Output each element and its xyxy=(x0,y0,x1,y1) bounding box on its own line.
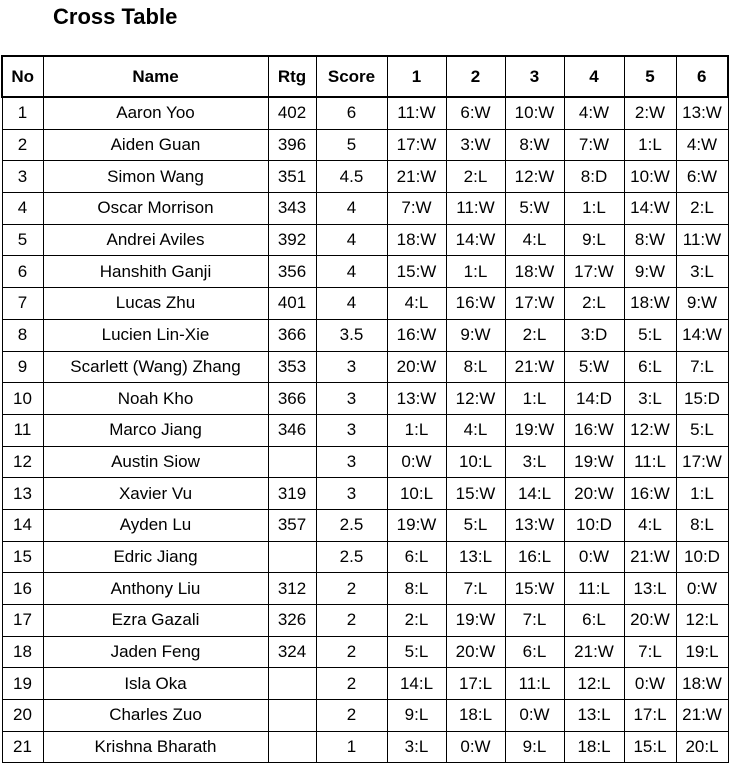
table-row xyxy=(2,509,728,541)
cell-no: 11 xyxy=(2,414,43,446)
cell-no: 3 xyxy=(2,161,43,193)
table-body xyxy=(2,97,728,763)
column-header-rtg: Rtg xyxy=(268,56,316,97)
cell-round-6: 4:W xyxy=(676,129,728,161)
cell-round-3: 21:W xyxy=(505,351,564,383)
table-row xyxy=(2,668,728,700)
cell-round-4: 5:W xyxy=(564,351,624,383)
cell-round-1: 14:L xyxy=(387,668,446,700)
cell-round-5: 6:L xyxy=(624,351,676,383)
column-header-round-4: 4 xyxy=(564,56,624,97)
cell-score: 4.5 xyxy=(316,161,387,193)
cell-no: 14 xyxy=(2,509,43,541)
cell-round-6: 17:W xyxy=(676,446,728,478)
cell-round-1: 18:W xyxy=(387,224,446,256)
cell-round-1: 0:W xyxy=(387,446,446,478)
column-header-round-2: 2 xyxy=(446,56,505,97)
cell-round-6: 1:L xyxy=(676,478,728,510)
cell-name: Lucien Lin-Xie xyxy=(43,319,268,351)
table-row xyxy=(2,573,728,605)
cell-round-3: 10:W xyxy=(505,97,564,129)
cell-score: 2 xyxy=(316,700,387,732)
cell-round-5: 0:W xyxy=(624,668,676,700)
table-row xyxy=(2,351,728,383)
cell-name: Austin Siow xyxy=(43,446,268,478)
cell-round-3: 3:L xyxy=(505,446,564,478)
cell-round-2: 1:L xyxy=(446,256,505,288)
cell-round-4: 13:L xyxy=(564,700,624,732)
cell-no: 5 xyxy=(2,224,43,256)
cell-round-5: 17:L xyxy=(624,700,676,732)
cell-round-4: 10:D xyxy=(564,509,624,541)
cell-round-5: 18:W xyxy=(624,288,676,320)
cell-round-6: 2:L xyxy=(676,193,728,225)
cell-name: Xavier Vu xyxy=(43,478,268,510)
cell-round-4: 14:D xyxy=(564,383,624,415)
cell-no: 19 xyxy=(2,668,43,700)
table-row xyxy=(2,478,728,510)
cell-round-3: 4:L xyxy=(505,224,564,256)
table-row xyxy=(2,161,728,193)
cell-round-3: 2:L xyxy=(505,319,564,351)
cell-round-2: 2:L xyxy=(446,161,505,193)
cell-round-5: 15:L xyxy=(624,731,676,763)
cell-round-6: 14:W xyxy=(676,319,728,351)
cell-round-2: 16:W xyxy=(446,288,505,320)
cell-score: 2.5 xyxy=(316,509,387,541)
cell-round-4: 1:L xyxy=(564,193,624,225)
table-row xyxy=(2,97,728,129)
cell-no: 12 xyxy=(2,446,43,478)
cell-round-4: 9:L xyxy=(564,224,624,256)
cell-round-2: 4:L xyxy=(446,414,505,446)
cell-score: 3 xyxy=(316,351,387,383)
cell-name: Scarlett (Wang) Zhang xyxy=(43,351,268,383)
table-row xyxy=(2,731,728,763)
cell-round-1: 7:W xyxy=(387,193,446,225)
cell-round-2: 5:L xyxy=(446,509,505,541)
cell-name: Simon Wang xyxy=(43,161,268,193)
cell-round-6: 8:L xyxy=(676,509,728,541)
cell-score: 3.5 xyxy=(316,319,387,351)
cross-table xyxy=(1,55,729,763)
cell-round-3: 6:L xyxy=(505,636,564,668)
cell-name: Edric Jiang xyxy=(43,541,268,573)
cell-rtg: 353 xyxy=(268,351,316,383)
cell-round-2: 12:W xyxy=(446,383,505,415)
cell-rtg: 346 xyxy=(268,414,316,446)
cell-round-3: 8:W xyxy=(505,129,564,161)
table-row xyxy=(2,700,728,732)
table-row xyxy=(2,256,728,288)
cell-score: 3 xyxy=(316,414,387,446)
cell-no: 18 xyxy=(2,636,43,668)
cell-no: 4 xyxy=(2,193,43,225)
cell-round-2: 19:W xyxy=(446,605,505,637)
table-row xyxy=(2,193,728,225)
cell-round-1: 11:W xyxy=(387,97,446,129)
column-header-no: No xyxy=(2,56,43,97)
table-row xyxy=(2,446,728,478)
cell-round-4: 6:L xyxy=(564,605,624,637)
cell-no: 9 xyxy=(2,351,43,383)
cell-rtg: 392 xyxy=(268,224,316,256)
cell-round-4: 11:L xyxy=(564,573,624,605)
cell-score: 3 xyxy=(316,383,387,415)
cell-name: Jaden Feng xyxy=(43,636,268,668)
cell-round-6: 20:L xyxy=(676,731,728,763)
cell-round-5: 12:W xyxy=(624,414,676,446)
cell-round-2: 8:L xyxy=(446,351,505,383)
cell-round-6: 0:W xyxy=(676,573,728,605)
cell-rtg xyxy=(268,731,316,763)
column-header-round-3: 3 xyxy=(505,56,564,97)
cell-round-3: 11:L xyxy=(505,668,564,700)
cell-round-6: 6:W xyxy=(676,161,728,193)
cell-round-6: 3:L xyxy=(676,256,728,288)
cell-round-4: 21:W xyxy=(564,636,624,668)
cell-name: Andrei Aviles xyxy=(43,224,268,256)
cell-round-4: 16:W xyxy=(564,414,624,446)
cell-round-1: 3:L xyxy=(387,731,446,763)
cell-round-3: 19:W xyxy=(505,414,564,446)
table-row xyxy=(2,288,728,320)
cell-round-3: 0:W xyxy=(505,700,564,732)
cell-no: 6 xyxy=(2,256,43,288)
cell-round-1: 17:W xyxy=(387,129,446,161)
cell-round-6: 7:L xyxy=(676,351,728,383)
cell-rtg: 366 xyxy=(268,319,316,351)
cell-round-5: 16:W xyxy=(624,478,676,510)
cell-no: 15 xyxy=(2,541,43,573)
cell-score: 2 xyxy=(316,636,387,668)
cell-no: 7 xyxy=(2,288,43,320)
cell-round-4: 7:W xyxy=(564,129,624,161)
cell-round-4: 19:W xyxy=(564,446,624,478)
cell-round-1: 9:L xyxy=(387,700,446,732)
table-row xyxy=(2,605,728,637)
cell-rtg: 357 xyxy=(268,509,316,541)
cell-rtg: 312 xyxy=(268,573,316,605)
cell-name: Charles Zuo xyxy=(43,700,268,732)
cell-round-2: 11:W xyxy=(446,193,505,225)
cell-round-3: 7:L xyxy=(505,605,564,637)
cell-round-1: 5:L xyxy=(387,636,446,668)
cell-round-2: 18:L xyxy=(446,700,505,732)
cell-score: 3 xyxy=(316,478,387,510)
cell-rtg: 319 xyxy=(268,478,316,510)
cell-round-5: 1:L xyxy=(624,129,676,161)
cell-rtg: 324 xyxy=(268,636,316,668)
cell-score: 5 xyxy=(316,129,387,161)
cell-round-2: 10:L xyxy=(446,446,505,478)
cell-round-2: 3:W xyxy=(446,129,505,161)
column-header-round-1: 1 xyxy=(387,56,446,97)
cell-round-5: 20:W xyxy=(624,605,676,637)
cell-no: 10 xyxy=(2,383,43,415)
cell-score: 2.5 xyxy=(316,541,387,573)
cell-score: 4 xyxy=(316,256,387,288)
cell-round-6: 5:L xyxy=(676,414,728,446)
cell-round-6: 21:W xyxy=(676,700,728,732)
cell-round-4: 3:D xyxy=(564,319,624,351)
cell-round-1: 2:L xyxy=(387,605,446,637)
cell-round-3: 15:W xyxy=(505,573,564,605)
cell-round-2: 15:W xyxy=(446,478,505,510)
cell-round-2: 17:L xyxy=(446,668,505,700)
cell-round-6: 18:W xyxy=(676,668,728,700)
column-header-round-6: 6 xyxy=(676,56,728,97)
cell-no: 21 xyxy=(2,731,43,763)
cell-rtg xyxy=(268,668,316,700)
cell-rtg xyxy=(268,541,316,573)
cell-round-6: 13:W xyxy=(676,97,728,129)
column-header-score: Score xyxy=(316,56,387,97)
cell-round-3: 1:L xyxy=(505,383,564,415)
cell-no: 8 xyxy=(2,319,43,351)
cell-score: 2 xyxy=(316,573,387,605)
cell-rtg xyxy=(268,446,316,478)
cell-name: Krishna Bharath xyxy=(43,731,268,763)
cell-round-1: 8:L xyxy=(387,573,446,605)
cell-no: 13 xyxy=(2,478,43,510)
cell-round-2: 20:W xyxy=(446,636,505,668)
table-row xyxy=(2,414,728,446)
cell-round-5: 4:L xyxy=(624,509,676,541)
cell-rtg: 343 xyxy=(268,193,316,225)
cell-no: 16 xyxy=(2,573,43,605)
cell-rtg: 401 xyxy=(268,288,316,320)
cell-no: 1 xyxy=(2,97,43,129)
cell-rtg: 356 xyxy=(268,256,316,288)
cell-rtg: 402 xyxy=(268,97,316,129)
cell-round-1: 19:W xyxy=(387,509,446,541)
table-header-row xyxy=(2,56,728,97)
cell-round-6: 15:D xyxy=(676,383,728,415)
column-header-name: Name xyxy=(43,56,268,97)
cell-round-1: 15:W xyxy=(387,256,446,288)
cell-round-1: 21:W xyxy=(387,161,446,193)
table-row xyxy=(2,636,728,668)
cell-round-5: 8:W xyxy=(624,224,676,256)
cell-score: 1 xyxy=(316,731,387,763)
cell-round-5: 9:W xyxy=(624,256,676,288)
cell-round-5: 3:L xyxy=(624,383,676,415)
cell-round-4: 2:L xyxy=(564,288,624,320)
table-row xyxy=(2,383,728,415)
cell-round-1: 4:L xyxy=(387,288,446,320)
cell-round-6: 19:L xyxy=(676,636,728,668)
cell-round-2: 13:L xyxy=(446,541,505,573)
cell-rtg: 351 xyxy=(268,161,316,193)
cell-no: 2 xyxy=(2,129,43,161)
cell-score: 4 xyxy=(316,224,387,256)
cell-round-5: 7:L xyxy=(624,636,676,668)
cell-round-3: 5:W xyxy=(505,193,564,225)
cell-name: Ezra Gazali xyxy=(43,605,268,637)
cell-name: Lucas Zhu xyxy=(43,288,268,320)
cell-round-5: 14:W xyxy=(624,193,676,225)
cell-round-4: 8:D xyxy=(564,161,624,193)
cell-round-2: 7:L xyxy=(446,573,505,605)
cell-round-3: 16:L xyxy=(505,541,564,573)
cell-round-2: 14:W xyxy=(446,224,505,256)
cell-round-5: 2:W xyxy=(624,97,676,129)
cell-rtg: 366 xyxy=(268,383,316,415)
cell-round-3: 14:L xyxy=(505,478,564,510)
cell-round-1: 20:W xyxy=(387,351,446,383)
cell-round-3: 18:W xyxy=(505,256,564,288)
cell-round-3: 12:W xyxy=(505,161,564,193)
cell-round-5: 21:W xyxy=(624,541,676,573)
cell-round-1: 16:W xyxy=(387,319,446,351)
cell-score: 4 xyxy=(316,193,387,225)
cell-no: 20 xyxy=(2,700,43,732)
cell-round-5: 13:L xyxy=(624,573,676,605)
cell-round-1: 1:L xyxy=(387,414,446,446)
cell-name: Aaron Yoo xyxy=(43,97,268,129)
cell-round-1: 13:W xyxy=(387,383,446,415)
cell-round-1: 6:L xyxy=(387,541,446,573)
cell-round-3: 9:L xyxy=(505,731,564,763)
cell-round-2: 6:W xyxy=(446,97,505,129)
table-row xyxy=(2,319,728,351)
cell-score: 3 xyxy=(316,446,387,478)
cell-round-3: 17:W xyxy=(505,288,564,320)
cell-rtg xyxy=(268,700,316,732)
cell-round-2: 9:W xyxy=(446,319,505,351)
cell-score: 2 xyxy=(316,605,387,637)
cell-name: Aiden Guan xyxy=(43,129,268,161)
cell-round-4: 12:L xyxy=(564,668,624,700)
column-header-round-5: 5 xyxy=(624,56,676,97)
cell-round-3: 13:W xyxy=(505,509,564,541)
cell-round-6: 12:L xyxy=(676,605,728,637)
cell-name: Isla Oka xyxy=(43,668,268,700)
cell-round-6: 9:W xyxy=(676,288,728,320)
page-title: Cross Table xyxy=(53,4,178,29)
cell-round-4: 18:L xyxy=(564,731,624,763)
cell-score: 2 xyxy=(316,668,387,700)
cell-round-2: 0:W xyxy=(446,731,505,763)
cell-round-6: 11:W xyxy=(676,224,728,256)
cell-round-4: 20:W xyxy=(564,478,624,510)
cell-round-4: 0:W xyxy=(564,541,624,573)
cell-round-1: 10:L xyxy=(387,478,446,510)
table-row xyxy=(2,541,728,573)
cell-round-5: 11:L xyxy=(624,446,676,478)
cell-round-4: 4:W xyxy=(564,97,624,129)
cell-name: Oscar Morrison xyxy=(43,193,268,225)
cell-rtg: 396 xyxy=(268,129,316,161)
cell-name: Anthony Liu xyxy=(43,573,268,605)
cell-round-5: 5:L xyxy=(624,319,676,351)
table-row xyxy=(2,129,728,161)
cell-score: 6 xyxy=(316,97,387,129)
cell-no: 17 xyxy=(2,605,43,637)
cell-rtg: 326 xyxy=(268,605,316,637)
cell-name: Noah Kho xyxy=(43,383,268,415)
cell-round-6: 10:D xyxy=(676,541,728,573)
cell-name: Hanshith Ganji xyxy=(43,256,268,288)
cell-score: 4 xyxy=(316,288,387,320)
table-row xyxy=(2,224,728,256)
cell-name: Ayden Lu xyxy=(43,509,268,541)
cell-round-5: 10:W xyxy=(624,161,676,193)
cell-round-4: 17:W xyxy=(564,256,624,288)
cell-name: Marco Jiang xyxy=(43,414,268,446)
